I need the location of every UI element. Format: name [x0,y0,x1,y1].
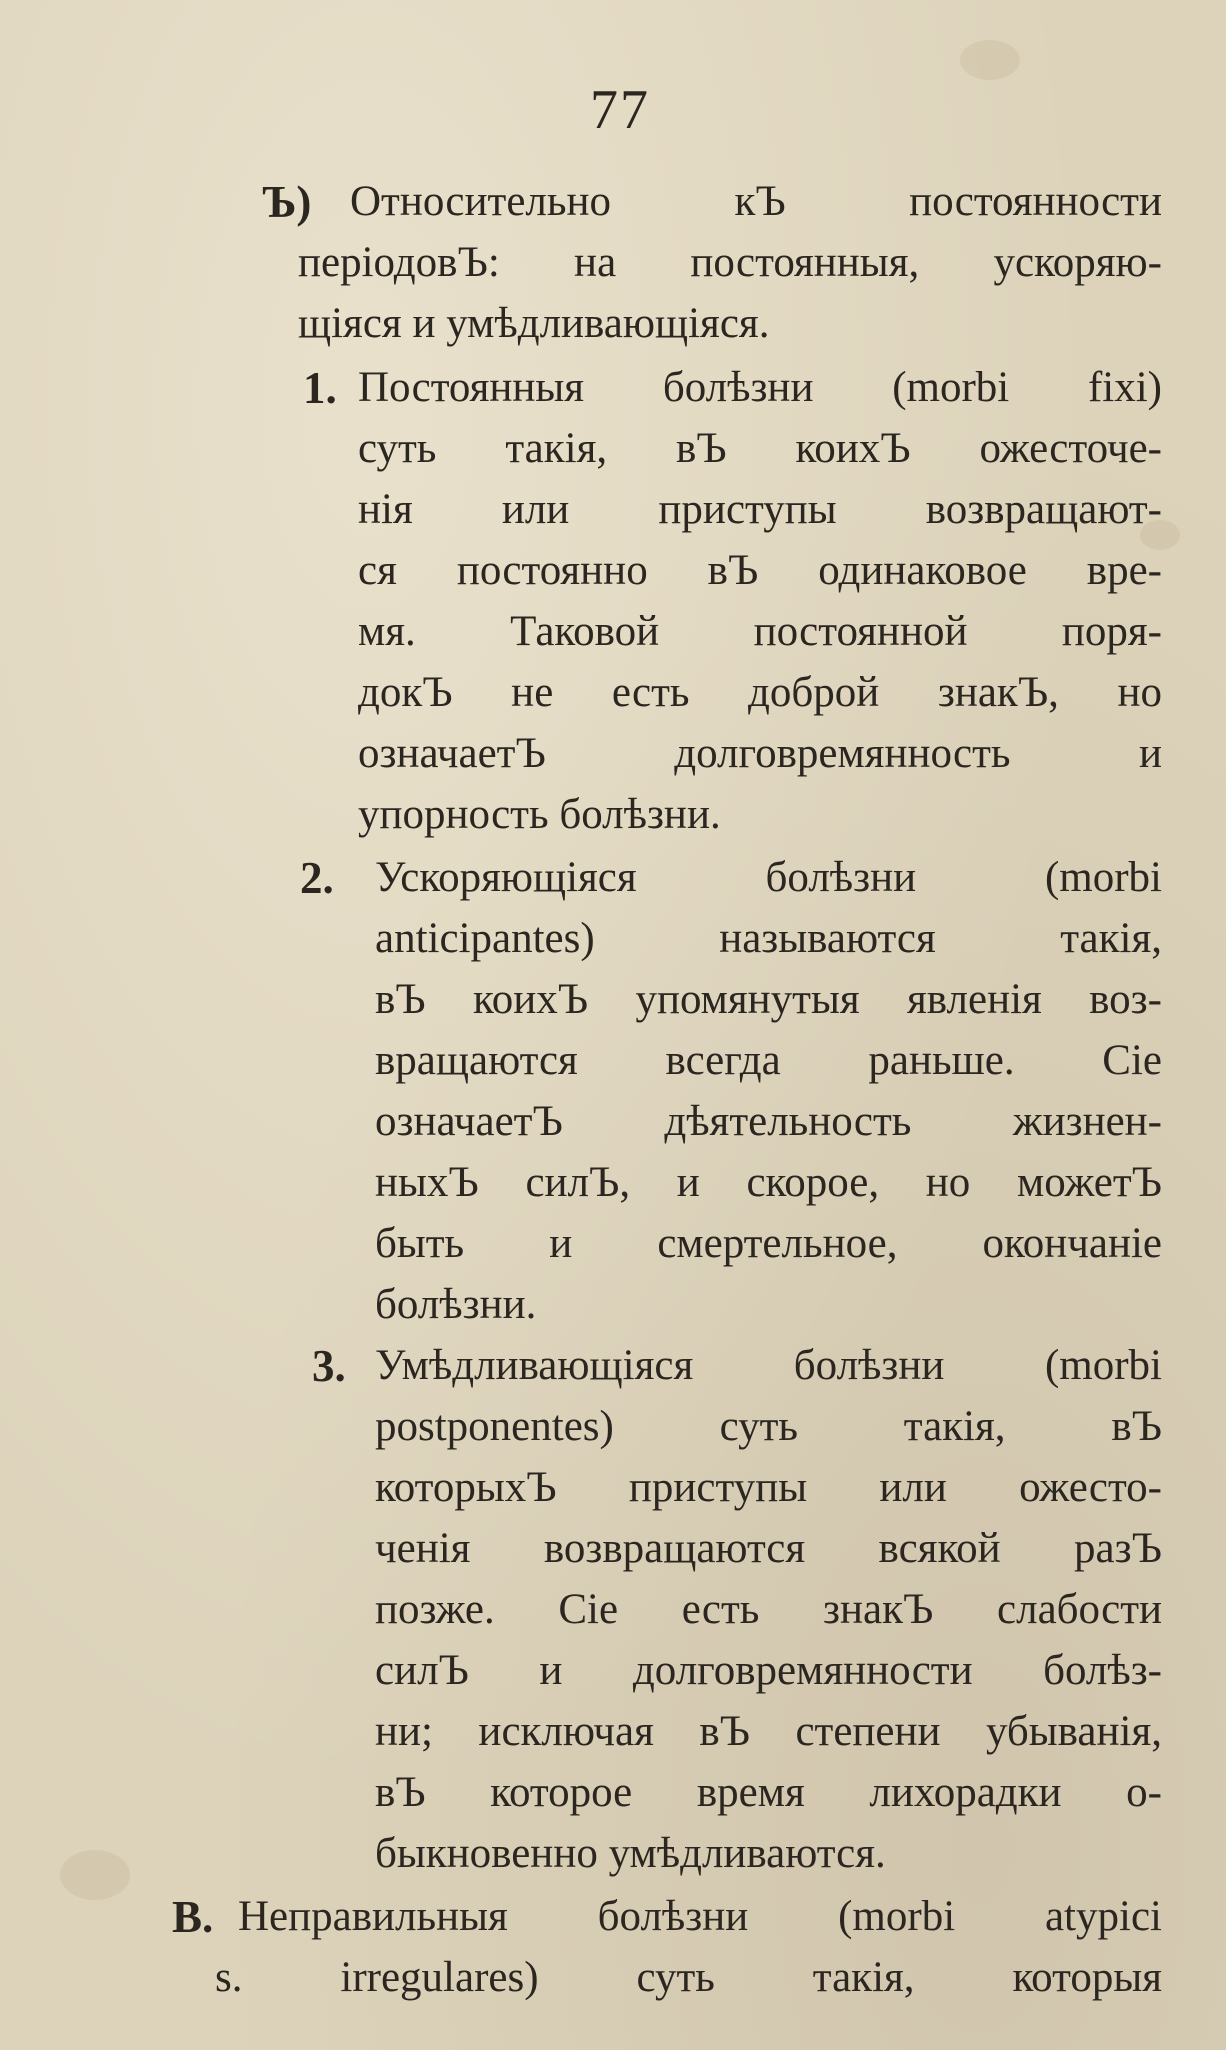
item-3-marker: 3. [312,1341,346,1391]
paper-stain [960,40,1020,80]
text-line: суть такія, вЪ коихЪ ожесточе- [358,425,1162,472]
text-line: мя. Таковой постоянной поря- [358,608,1162,655]
text-line: періодовЪ: на постоянныя, ускоряю- [298,239,1162,286]
text-line: щіяся и умѣдливающіяся. [298,300,770,347]
text-line: s. irregulares) суть такія, которыя [215,1954,1162,2001]
text-line: postponentes) суть такія, вЪ [375,1403,1162,1450]
text-line: упорность болѣзни. [358,791,721,838]
text-line: ся постоянно вЪ одинаковое вре- [358,547,1162,594]
text-line: означаетЪ долговремянность и [358,730,1162,777]
item-B-marker: B. [172,1892,214,1942]
text-line: ченія возвращаются всякой разЪ [375,1525,1162,1572]
text-line: вЪ которое время лихорадки о- [375,1769,1162,1816]
text-line: которыхЪ приступы или ожесто- [375,1464,1162,1511]
text-line: Неправильныя болѣзни (morbi atypici [238,1893,1162,1940]
text-line: Относительно кЪ постоянности [350,178,1162,225]
item-b-marker: Ъ) [262,177,312,227]
text-line: ныхЪ силЪ, и скорое, но можетЪ [375,1159,1162,1206]
text-line: Ускоряющіяся болѣзни (morbi [375,854,1162,901]
text-line: быкновенно умѣдливаются. [375,1830,886,1877]
paper-stain [60,1850,130,1900]
text-line: болѣзни. [375,1281,537,1328]
page-number: 77 [590,79,650,141]
text-line: быть и смертельное, окончаніе [375,1220,1162,1267]
text-line: anticipantes) называются такія, [375,915,1162,962]
item-1-marker: 1. [303,363,337,413]
text-line: силЪ и долговремянности болѣз- [375,1647,1162,1694]
text-line: докЪ не есть доброй знакЪ, но [358,669,1162,716]
text-line: означаетЪ дѣятельность жизнен- [375,1098,1162,1145]
text-line: вращаются всегда раньше. Сіе [375,1037,1162,1084]
text-line: позже. Сіе есть знакЪ слабости [375,1586,1162,1633]
text-line: Умѣдливающіяся болѣзни (morbi [375,1342,1162,1389]
item-2-marker: 2. [300,853,334,903]
text-line: Постоянныя болѣзни (morbi fixi) [358,364,1162,411]
text-line: нія или приступы возвращают- [358,486,1162,533]
text-line: вЪ коихЪ упомянутыя явленія воз- [375,976,1162,1023]
text-line: ни; исключая вЪ степени убыванія, [375,1708,1162,1755]
